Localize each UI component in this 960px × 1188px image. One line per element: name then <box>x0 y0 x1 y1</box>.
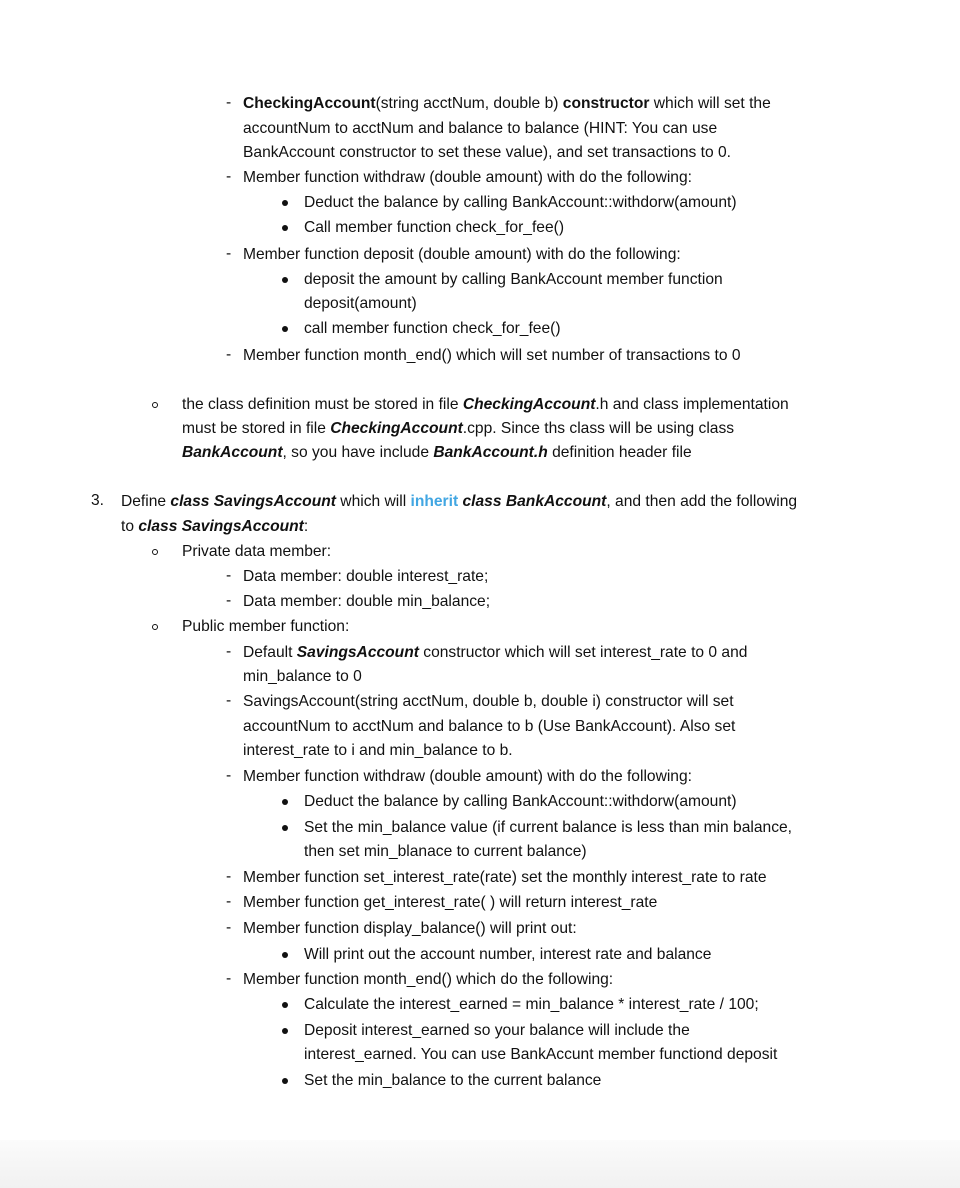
private-members-title: Private data member: <box>182 543 332 560</box>
checking-deposit-step-1b: deposit(amount) <box>304 295 417 312</box>
checking-withdraw-step-1: Deduct the balance by calling BankAccount::withdorw(amount) <box>304 194 737 211</box>
circle-bullet <box>152 624 158 630</box>
bullet-dot <box>282 1028 288 1034</box>
savings-ctor-line-2: accountNum to acctNum and balance to b (Use BankAccount). Also set <box>243 718 736 735</box>
bullet-dot <box>282 225 288 231</box>
checking-files-line-3: BankAccount, so you have include BankAccount.h definition header file <box>182 444 692 461</box>
checking-ctor-line-3: BankAccount constructor to set these value), and set transactions to 0. <box>243 144 732 161</box>
savings-ctor-line-1: SavingsAccount(string acctNum, double b, double i) constructor will set <box>243 693 734 710</box>
bullet-dot <box>282 799 288 805</box>
savings-withdraw-step-2b: then set min_blanace to current balance) <box>304 843 587 860</box>
dash-bullet: - <box>226 168 232 185</box>
dash-bullet: - <box>226 567 232 584</box>
bullet-dot <box>282 952 288 958</box>
dash-bullet: - <box>226 868 232 885</box>
dash-bullet: - <box>226 919 232 936</box>
savings-month-end-step-1: Calculate the interest_earned = min_balance * interest_rate / 100; <box>304 996 759 1013</box>
checking-withdraw-title: Member function withdraw (double amount) with do the following: <box>243 169 692 186</box>
dash-bullet: - <box>226 592 232 609</box>
page-bottom-margin <box>0 1140 960 1188</box>
bullet-dot <box>282 1078 288 1084</box>
checking-month-end: Member function month_end() which will set number of transactions to 0 <box>243 347 741 364</box>
savings-withdraw-step-2a: Set the min_balance value (if current balance is less than min balance, <box>304 819 793 836</box>
checking-files-line-1: the class definition must be stored in file CheckingAccount.h and class implementation <box>182 396 789 413</box>
dash-bullet: - <box>226 94 232 111</box>
savings-heading-line-1: Define class SavingsAccount which will inherit class BankAccount, and then add the following <box>121 493 798 510</box>
dash-bullet: - <box>226 893 232 910</box>
dash-bullet: - <box>226 245 232 262</box>
bullet-dot <box>282 277 288 283</box>
bullet-dot <box>282 1002 288 1008</box>
savings-month-end-step-3: Set the min_balance to the current balance <box>304 1072 602 1089</box>
checking-deposit-title: Member function deposit (double amount) with do the following: <box>243 246 681 263</box>
savings-get-interest-rate: Member function get_interest_rate( ) will return interest_rate <box>243 894 658 911</box>
savings-month-end-step-2a: Deposit interest_earned so your balance will include the <box>304 1022 690 1039</box>
data-member-min-balance: Data member: double min_balance; <box>243 593 491 610</box>
savings-withdraw-step-1: Deduct the balance by calling BankAccount::withdorw(amount) <box>304 793 737 810</box>
savings-default-ctor-line-2: min_balance to 0 <box>243 668 362 685</box>
circle-bullet <box>152 549 158 555</box>
checking-files-line-2: must be stored in file CheckingAccount.cpp. Since ths class will be using class <box>182 420 735 437</box>
dash-bullet: - <box>226 767 232 784</box>
savings-withdraw-title: Member function withdraw (double amount) with do the following: <box>243 768 692 785</box>
savings-default-ctor-line-1: Default SavingsAccount constructor which will set interest_rate to 0 and <box>243 644 748 661</box>
bullet-dot <box>282 326 288 332</box>
savings-display-title: Member function display_balance() will print out: <box>243 920 577 937</box>
dash-bullet: - <box>226 970 232 987</box>
checking-deposit-step-2: call member function check_for_fee() <box>304 320 561 337</box>
section-number: 3. <box>91 492 105 509</box>
checking-ctor-line-1: CheckingAccount(string acctNum, double b) constructor which will set the <box>243 95 771 112</box>
dash-bullet: - <box>226 346 232 363</box>
dash-bullet: - <box>226 643 232 660</box>
savings-set-interest-rate: Member function set_interest_rate(rate) set the monthly interest_rate to rate <box>243 869 767 886</box>
bullet-dot <box>282 200 288 206</box>
checking-deposit-step-1a: deposit the amount by calling BankAccount member function <box>304 271 723 288</box>
bullet-dot <box>282 825 288 831</box>
circle-bullet <box>152 402 158 408</box>
savings-heading-line-2: to class SavingsAccount: <box>121 518 309 535</box>
checking-ctor-line-2: accountNum to acctNum and balance to balance (HINT: You can use <box>243 120 718 137</box>
dash-bullet: - <box>226 692 232 709</box>
savings-display-step-1: Will print out the account number, interest rate and balance <box>304 946 712 963</box>
checking-withdraw-step-2: Call member function check_for_fee() <box>304 219 565 236</box>
savings-month-end-title: Member function month_end() which do the following: <box>243 971 614 988</box>
savings-month-end-step-2b: interest_earned. You can use BankAccunt member functiond deposit <box>304 1046 778 1063</box>
inherit-link[interactable]: inherit <box>410 493 459 510</box>
public-members-title: Public member function: <box>182 618 350 635</box>
savings-ctor-line-3: interest_rate to i and min_balance to b. <box>243 742 513 759</box>
data-member-interest-rate: Data member: double interest_rate; <box>243 568 489 585</box>
